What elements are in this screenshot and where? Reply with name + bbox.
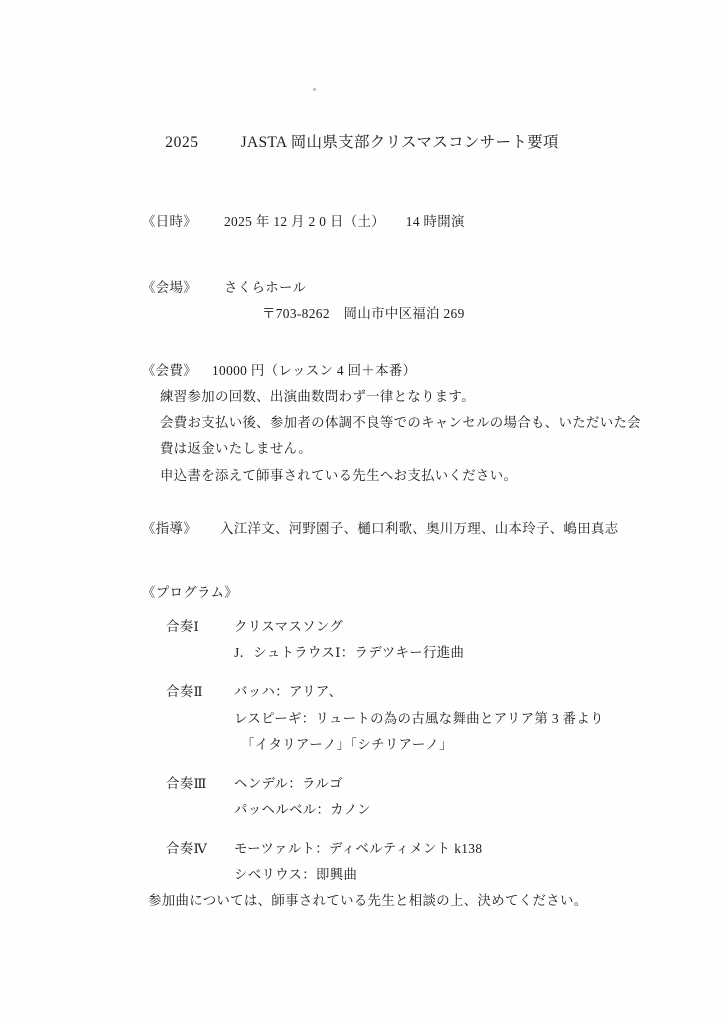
program-piece: モーツァルト：ディベルティメント k138 bbox=[234, 841, 483, 857]
program-group-3 bbox=[142, 771, 604, 823]
program-number: 合奏Ⅰ bbox=[166, 619, 200, 635]
fee-note-1: 練習参加の回数、出演曲数問わず一律となります。 bbox=[160, 389, 475, 405]
program-line bbox=[142, 836, 604, 862]
program-piece: レスピーギ：リュートの為の古風な舞曲とアリア第 3 番より bbox=[234, 710, 604, 726]
title-year: 2025 bbox=[165, 134, 199, 151]
fee-note-2: 会費お支払い後、参加者の体調不良等でのキャンセルの場合も、いただいた会費は返金いたしません。 bbox=[160, 415, 641, 457]
title-main: JASTA 岡山県支部クリスマスコンサート要項 bbox=[240, 134, 559, 151]
venue-value: さくらホール bbox=[224, 280, 307, 295]
page-title bbox=[0, 130, 724, 152]
fee-value: 10000 円（レッスン 4 回＋本番） bbox=[212, 363, 417, 378]
venue-label: 《会場》 bbox=[142, 280, 197, 295]
program-number: 合奏Ⅱ bbox=[166, 684, 203, 700]
venue-address: 〒703-8262 岡山市中区福泊 269 bbox=[262, 306, 465, 322]
program-piece: パッヘルベル：カノン bbox=[234, 801, 371, 817]
datetime-label: 《日時》 bbox=[142, 214, 197, 229]
section-datetime bbox=[142, 209, 465, 235]
program-piece: J．シュトラウスⅠ：ラデツキー行進曲 bbox=[234, 645, 465, 661]
instructors-value: 入江洋文、河野園子、樋口利歌、奥川万理、山本玲子、嶋田真志 bbox=[220, 521, 619, 536]
program-label: 《プログラム》 bbox=[142, 585, 239, 600]
program-number: 合奏Ⅳ bbox=[166, 841, 208, 857]
program-line bbox=[142, 640, 604, 666]
program-piece: バッハ：アリア、 bbox=[234, 684, 343, 700]
program-piece: ヘンデル：ラルゴ bbox=[234, 775, 343, 791]
program-piece: シベリウス：即興曲 bbox=[234, 867, 358, 883]
program-piece: 「イタリアーノ」「シチリアーノ」 bbox=[234, 736, 453, 752]
datetime-value: 2025 年 12 月 2 0 日（土） 14 時開演 bbox=[224, 214, 465, 229]
program-line bbox=[142, 797, 604, 823]
instructors-label: 《指導》 bbox=[142, 521, 197, 536]
section-fee bbox=[142, 358, 654, 489]
footer-note: 参加曲については、師事されている先生と相談の上、決めてください。 bbox=[148, 893, 588, 908]
section-program bbox=[142, 580, 604, 888]
program-line bbox=[142, 706, 604, 732]
program-number: 合奏Ⅲ bbox=[166, 775, 207, 791]
program-line bbox=[142, 679, 604, 705]
program-group-2 bbox=[142, 679, 604, 757]
program-line bbox=[142, 862, 604, 888]
page-speck bbox=[313, 88, 316, 91]
section-instructors bbox=[142, 516, 618, 542]
program-line bbox=[142, 732, 604, 758]
program-line bbox=[142, 771, 604, 797]
section-venue bbox=[142, 275, 465, 327]
program-group-4 bbox=[142, 836, 604, 888]
program-group-1 bbox=[142, 614, 604, 666]
fee-label: 《会費》 bbox=[142, 363, 197, 378]
fee-note-3: 申込書を添えて師事されている先生へお支払いください。 bbox=[160, 467, 518, 483]
program-line bbox=[142, 614, 604, 640]
program-piece: クリスマスソング bbox=[234, 619, 344, 635]
